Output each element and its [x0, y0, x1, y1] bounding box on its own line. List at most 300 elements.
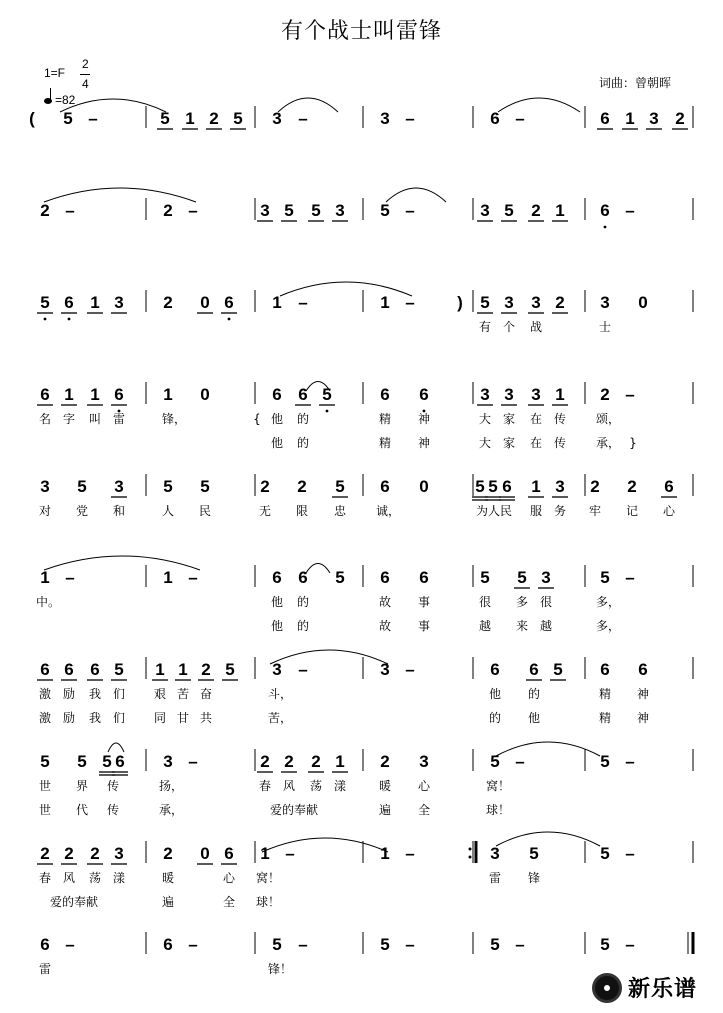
note: 1 [163, 385, 173, 404]
lyric: 他 [270, 412, 284, 426]
note: 5 [490, 752, 500, 771]
note: 3 [163, 752, 173, 771]
lyric: 荡 [309, 779, 323, 793]
composer-credit: 词曲：曾朝晖 [598, 76, 671, 90]
note: ) [457, 293, 463, 312]
note: – [405, 201, 415, 220]
note: 2 [64, 844, 74, 863]
lyric: 很 [539, 595, 553, 609]
note: 6 [490, 109, 500, 128]
lyric: 叫 [88, 412, 102, 426]
lyric: 党 [75, 504, 89, 518]
lyric: 斗， [267, 687, 293, 701]
lyric: 他 [270, 436, 284, 450]
lyric: { [253, 412, 261, 426]
lyric: 战 [529, 320, 543, 334]
lyric: 限 [295, 504, 309, 518]
slur-arc [496, 742, 600, 756]
lyric: 他 [488, 687, 502, 701]
lyric: 牢 [588, 504, 602, 518]
lyric: 奋 [199, 687, 213, 701]
note: 6 [298, 385, 308, 404]
note: 1 [155, 660, 165, 679]
note: 3 [480, 385, 490, 404]
note: 1 [64, 385, 74, 404]
lyric: 春 [38, 871, 52, 885]
lyric: 苦 [176, 687, 190, 701]
note: 2 [297, 477, 307, 496]
note: – [405, 660, 415, 679]
note: – [625, 568, 635, 587]
note: 3 [114, 477, 124, 496]
note: 6 [419, 385, 429, 404]
slur-arc [498, 98, 580, 112]
time-signature-top: 2 [82, 57, 89, 71]
lyric: 无 [258, 504, 272, 518]
note: 6 [163, 935, 173, 954]
note: 3 [380, 660, 390, 679]
lyric: 大 [478, 436, 492, 450]
lyric: 暖 [378, 779, 392, 793]
lyric: 诚， [375, 504, 401, 518]
note: 6 [64, 293, 74, 312]
note: 6 [298, 568, 308, 587]
note: – [405, 109, 415, 128]
note: 3 [419, 752, 429, 771]
lyric: 春 [258, 779, 272, 793]
lyric: 有 [478, 320, 492, 334]
octave-dot [604, 226, 607, 229]
note: 5 [77, 752, 87, 771]
note: 6 [40, 660, 50, 679]
note: 6 [529, 660, 539, 679]
note: – [65, 568, 75, 587]
lyric: 传 [106, 803, 120, 817]
note: – [625, 844, 635, 863]
lyric: 事 [417, 619, 431, 633]
note: – [405, 935, 415, 954]
lyric: 漾 [333, 779, 347, 793]
note: 3 [480, 201, 490, 220]
note: 2 [555, 293, 565, 312]
lyric: 窝！ [485, 779, 511, 793]
note: 5 [600, 752, 610, 771]
site-logo [592, 972, 697, 1003]
lyric: 的 [488, 711, 502, 725]
note: 5 [504, 201, 514, 220]
note: 1 [40, 568, 50, 587]
note: 3 [335, 201, 345, 220]
note: 2 [163, 201, 173, 220]
note: 3 [531, 293, 541, 312]
note: 5 [600, 935, 610, 954]
lyric: 苦， [267, 711, 293, 725]
note: 1 [555, 385, 565, 404]
lyric: 励 [62, 687, 76, 701]
lyric: 家 [502, 412, 516, 426]
lyric: 精 [378, 412, 392, 426]
note: 3 [380, 109, 390, 128]
note: – [515, 109, 525, 128]
note: – [298, 660, 308, 679]
note: 5 [490, 935, 500, 954]
note: – [625, 385, 635, 404]
note: 3 [600, 293, 610, 312]
note: 5 [553, 660, 563, 679]
note: 6 [380, 385, 390, 404]
note: 0 [419, 477, 429, 496]
note: 0 [200, 844, 210, 863]
lyric: 励 [62, 711, 76, 725]
lyric: 家 [502, 436, 516, 450]
lyric: 的 [296, 412, 310, 426]
note: 3 [490, 844, 500, 863]
slur-arc [108, 743, 124, 752]
note: 1 [260, 844, 270, 863]
note: 6 [90, 660, 100, 679]
slur-arc [386, 188, 446, 202]
lyric: 们 [112, 687, 126, 701]
lyric: 漾 [112, 871, 126, 885]
note: 2 [163, 844, 173, 863]
note: 5 [200, 477, 210, 496]
note: 2 [531, 201, 541, 220]
slur-arc [306, 564, 330, 574]
slur-arc [278, 98, 338, 112]
lyric: 风 [62, 871, 76, 885]
lyric: 全 [222, 895, 236, 909]
note: 1 [380, 293, 390, 312]
lyric: 记 [625, 504, 639, 518]
lyric: 士 [598, 320, 612, 334]
octave-dot [228, 318, 231, 321]
octave-dot [44, 318, 47, 321]
lyric: 传 [553, 412, 567, 426]
note: – [625, 752, 635, 771]
note: – [65, 201, 75, 220]
lyric: 遍 [161, 895, 175, 909]
lyric: 锋！ [267, 962, 293, 976]
note: 1 [625, 109, 635, 128]
note: 6 [40, 385, 50, 404]
note: 5 [233, 109, 243, 128]
note: – [188, 568, 198, 587]
lyric: 激 [38, 687, 52, 701]
note: ( [29, 109, 35, 128]
note: 5 [272, 935, 282, 954]
lyric: 世 [38, 803, 52, 817]
note: – [188, 935, 198, 954]
lyric: 颂， [595, 412, 621, 426]
lyric: 越 [539, 619, 553, 633]
note: 3 [531, 385, 541, 404]
note: 5 [488, 477, 498, 496]
note: 0 [638, 293, 648, 312]
lyric: 字 [62, 412, 76, 426]
lyric: 我 [88, 687, 102, 701]
note: 3 [649, 109, 659, 128]
note: 1 [531, 477, 541, 496]
note: 6 [490, 660, 500, 679]
note: 6 [224, 293, 234, 312]
note: 6 [272, 385, 282, 404]
note: 2 [163, 293, 173, 312]
note: 3 [504, 385, 514, 404]
note: – [88, 109, 98, 128]
lyric: 务 [553, 504, 567, 518]
note: – [515, 752, 525, 771]
lyric: 锋， [161, 412, 187, 426]
note: 5 [311, 201, 321, 220]
lyric: 和 [112, 504, 126, 518]
note: 5 [480, 568, 490, 587]
note: 3 [260, 201, 270, 220]
lyric: 神 [636, 711, 650, 725]
note: 6 [224, 844, 234, 863]
time-signature-bottom: 4 [82, 77, 89, 91]
note: 5 [335, 568, 345, 587]
lyric: 多， [595, 595, 621, 609]
note: 2 [627, 477, 637, 496]
note: 1 [90, 293, 100, 312]
note: 2 [600, 385, 610, 404]
lyric: 心 [662, 504, 676, 518]
lyric: 忠 [333, 504, 347, 518]
note: 3 [114, 293, 124, 312]
lyric: 个 [502, 320, 516, 334]
lyric: 在 [529, 436, 543, 450]
repeat-dot [469, 856, 472, 859]
note: 6 [114, 385, 124, 404]
note: 2 [201, 660, 211, 679]
lyric: 大 [478, 412, 492, 426]
note: 1 [178, 660, 188, 679]
note: – [188, 201, 198, 220]
lyric: 荡 [88, 871, 102, 885]
note: 6 [664, 477, 674, 496]
lyric: 代 [75, 803, 89, 817]
note: 6 [600, 109, 610, 128]
note: 5 [163, 477, 173, 496]
lyric: 们 [112, 711, 126, 725]
lyric: 承， [158, 803, 184, 817]
lyric: 他 [270, 619, 284, 633]
lyric: 心 [417, 779, 431, 793]
lyric: 在 [529, 412, 543, 426]
note: 2 [675, 109, 685, 128]
lyric: 雷 [488, 871, 502, 885]
note: 3 [504, 293, 514, 312]
note: 6 [272, 568, 282, 587]
key-signature: 1=F [44, 66, 66, 80]
lyric: 故 [378, 595, 392, 609]
note: 1 [272, 293, 282, 312]
lyric: 越 [478, 619, 492, 633]
lyric: 遍 [378, 803, 392, 817]
note: 6 [40, 935, 50, 954]
note: – [298, 293, 308, 312]
lyric: 我 [88, 711, 102, 725]
lyric: 中。 [35, 595, 61, 609]
note: 6 [115, 752, 125, 771]
note: 5 [63, 109, 73, 128]
lyric: 精 [598, 711, 612, 725]
note: 5 [335, 477, 345, 496]
note: 3 [40, 477, 50, 496]
note: 1 [185, 109, 195, 128]
lyric: 他 [527, 711, 541, 725]
lyric: 对 [38, 504, 52, 518]
note: 5 [380, 201, 390, 220]
note: 1 [380, 844, 390, 863]
note: 0 [200, 293, 210, 312]
note: – [625, 201, 635, 220]
lyric: 的 [527, 687, 541, 701]
note: – [405, 293, 415, 312]
note: 2 [40, 844, 50, 863]
lyric: 多， [595, 619, 621, 633]
note: 6 [380, 568, 390, 587]
note: 5 [480, 293, 490, 312]
note: – [405, 844, 415, 863]
lyric: } [629, 436, 637, 450]
note: – [298, 935, 308, 954]
note: 5 [160, 109, 170, 128]
record-disc-icon [592, 973, 622, 1003]
slur-arc [270, 650, 388, 664]
note: 2 [590, 477, 600, 496]
note: 6 [419, 568, 429, 587]
note: 3 [272, 660, 282, 679]
note: 5 [380, 935, 390, 954]
note: 5 [284, 201, 294, 220]
note: 5 [517, 568, 527, 587]
lyric: 共 [199, 711, 213, 725]
note: – [298, 109, 308, 128]
logo-text: 新乐谱 [628, 977, 698, 1002]
note: 3 [272, 109, 282, 128]
note: 5 [77, 477, 87, 496]
lyric: 来 [515, 619, 529, 633]
song-title: 有个战士叫雷锋 [280, 19, 442, 44]
lyric: 名 [38, 412, 52, 426]
note: 2 [284, 752, 294, 771]
note: 0 [200, 385, 210, 404]
lyric: 锋 [527, 871, 541, 885]
note: – [515, 935, 525, 954]
note: 6 [64, 660, 74, 679]
note: 1 [335, 752, 345, 771]
lyric: 人 [161, 504, 175, 518]
note: 2 [311, 752, 321, 771]
lyric: 艰 [153, 687, 167, 701]
lyric: 界 [75, 779, 89, 793]
note: 2 [209, 109, 219, 128]
octave-dot [326, 410, 329, 413]
note: 6 [600, 660, 610, 679]
slur-arc [60, 99, 166, 112]
note: 6 [502, 477, 512, 496]
lyric: 球！ [255, 895, 281, 909]
note: 5 [322, 385, 332, 404]
note: 2 [380, 752, 390, 771]
note: – [625, 935, 635, 954]
note: 5 [475, 477, 485, 496]
slur-arc [496, 832, 600, 846]
note: 2 [90, 844, 100, 863]
lyric: 风 [282, 779, 296, 793]
lyric: 事 [417, 595, 431, 609]
lyric: 球！ [485, 803, 511, 817]
lyric: 甘 [176, 711, 190, 725]
lyric: 心 [222, 871, 236, 885]
note: – [65, 935, 75, 954]
note: 2 [260, 752, 270, 771]
slur-arc [262, 838, 388, 852]
lyric: 很 [478, 595, 492, 609]
octave-dot [68, 318, 71, 321]
note: – [188, 752, 198, 771]
lyric: 服 [529, 504, 543, 518]
note: 1 [90, 385, 100, 404]
lyric: 雷 [112, 412, 126, 426]
note: 5 [600, 844, 610, 863]
lyric: 的 [296, 436, 310, 450]
lyric: 精 [598, 687, 612, 701]
note: 3 [114, 844, 124, 863]
slur-arc [44, 188, 196, 202]
lyric: 承， [595, 436, 621, 450]
note: 5 [102, 752, 112, 771]
lyric: 精 [378, 436, 392, 450]
lyric: 传 [553, 436, 567, 450]
note: 5 [40, 752, 50, 771]
note: 1 [555, 201, 565, 220]
lyric: 神 [636, 687, 650, 701]
lyric: 的 [296, 619, 310, 633]
repeat-dot [469, 848, 472, 851]
note: 3 [555, 477, 565, 496]
lyric: 爱的奉献 [269, 803, 319, 817]
note: 5 [225, 660, 235, 679]
note: 6 [380, 477, 390, 496]
note: – [285, 844, 295, 863]
note: 2 [40, 201, 50, 220]
lyric: 的 [296, 595, 310, 609]
lyric: 神 [417, 436, 431, 450]
lyric: 激 [38, 711, 52, 725]
note: 5 [40, 293, 50, 312]
lyric: 世 [38, 779, 52, 793]
lyric: 暖 [161, 871, 175, 885]
lyric: 扬， [158, 779, 184, 793]
note: 1 [163, 568, 173, 587]
lyric: 神 [417, 412, 431, 426]
lyric: 他 [270, 595, 284, 609]
note: 6 [638, 660, 648, 679]
lyric: 民 [198, 504, 212, 518]
note: 6 [600, 201, 610, 220]
lyric: 传 [106, 779, 120, 793]
note: 3 [541, 568, 551, 587]
lyric: 雷 [38, 962, 52, 976]
note: 5 [600, 568, 610, 587]
lyric: 全 [417, 803, 431, 817]
lyric: 多 [515, 595, 529, 609]
lyric: 爱的奉献 [49, 895, 99, 909]
note: 5 [529, 844, 539, 863]
note: 5 [114, 660, 124, 679]
